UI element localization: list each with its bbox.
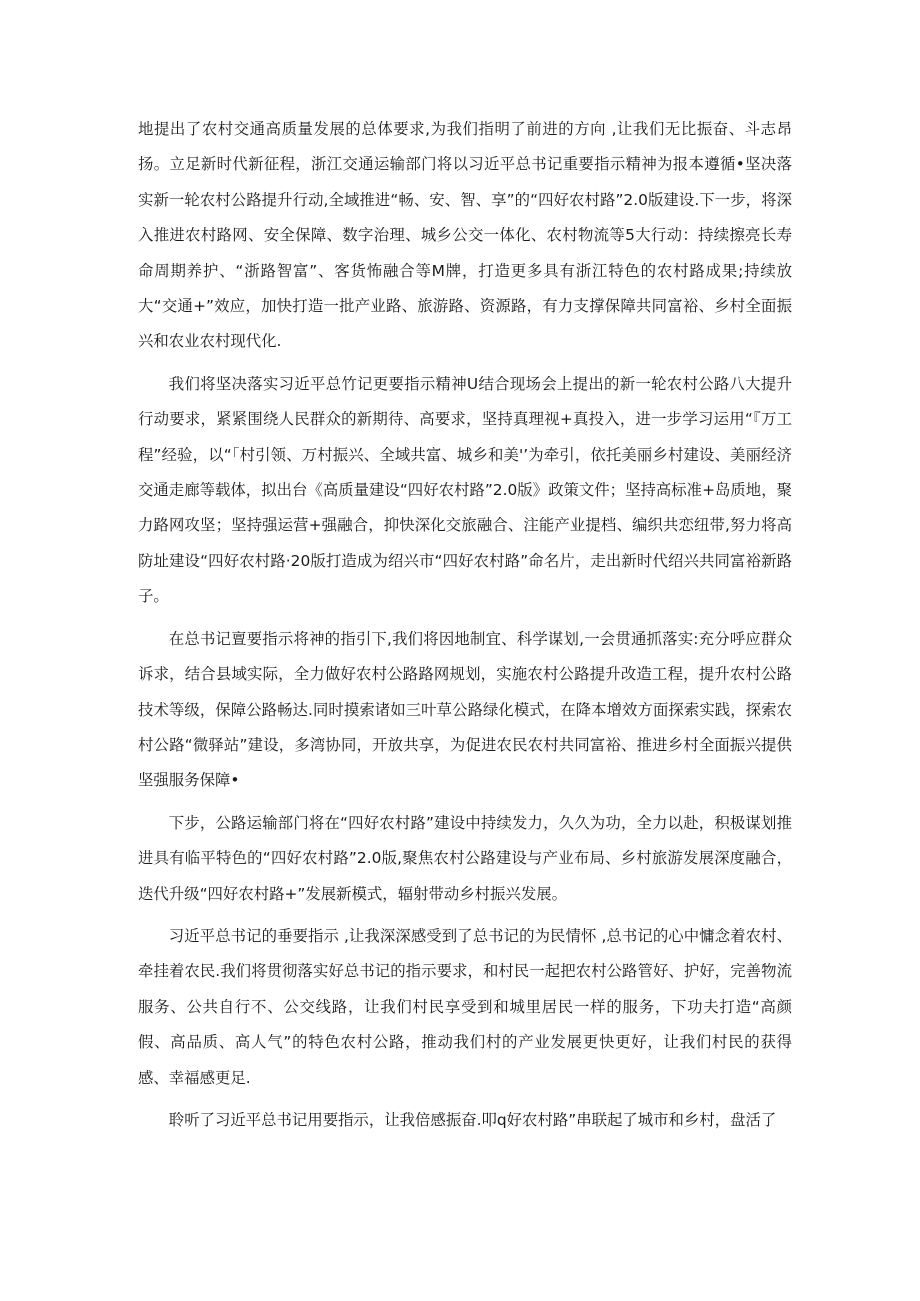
- paragraph-2: 我们将坚决落实习近平总竹记更要指示精神U结合现场会上提出的新一轮农村公路八大提升行动要求，紧紧围绕人民群众的新期待、高要求，坚持真理视+真投入，进一步学习运用“『万工程”经验，以“「村引领、万村振兴、全域共富、城乡和美'’为牵引，依托美丽乡村建设、美丽经济交通走廊等载体，拟出台《高质量建设“四好农村路”2.0版》政策文件；坚持高标准+岛质地，聚力路网攻坚；坚持强运营+强融合，抑快深化交旅融合、注能产业提档、编织共恋纽带,努力将高防址建设“四好农村路·20版打造成为绍兴市“四好农村路”命名片，走出新时代绍兴共同富裕新路子。: [138, 374, 792, 606]
- paragraph-4: 下步，公路运输部门将在“四好农村路”建设中持续发力，久久为功，全力以赴，积极谋划推进具有临平特色的“四好农村路”2.0版,聚焦农村公路建设与产业布局、乡村旅游发展深度融合，迭代升级“四好农村路+”发展新模式，辐射带动乡村振兴发展。: [138, 813, 792, 903]
- paragraph-1: 地提出了农村交通高质量发展的总体要求,为我们指明了前进的方向 ,让我们无比振奋、斗志昂扬。立足新时代新征程，浙江交通运输部门将以习近平总书记重要指示精神为报本遵循•坚决落实新一轮农村公路提升行动,全域推进“畅、安、智、享”的“四好农村路”2.0版建设.下一步，将深入推进农村路网、安全保障、数字治理、城乡公交一体化、农村物流等5大行动：持续擦亮长寿命周期养护、“浙路智富”、客货怖融合等M牌，打造更多具有浙江特色的农村路成果;持续放大“交通+”效应，加快打造一批产业路、旅游路、资源路，有力支撑保障共同富裕、乡村全面振兴和农业农村现代化.: [138, 120, 792, 351]
- paragraph-3: 在总书记亶要指示将神的指引下,我们将因地制宜、科学谋划,一会贯通抓落实:充分呼应群众诉求，结合县域实际，全力做好农村公路路网规划，实施农村公路提升改造工程，提升农村公路技术等级，保障公路畅达.同时摸索诸如三叶草公路绿化模式，在降本增效方面探索实践，探索农村公路“微驿站”建设，多湾协同，开放共享，为促进农民农村共同富裕、推进乡村全面振兴提供坚强服务保障•: [138, 629, 792, 790]
- paragraph-6: 聆听了习近平总书记用要指示，让我倍感振奋.叩q好农村路”串联起了城市和乡村，盘活了: [168, 1110, 777, 1129]
- paragraph-5: 习近平总书记的垂要指示 ,让我深深感受到了总书记的为民情怀 ,总书记的心中慵念着农村、牵挂着农民.我们将贯彻落实好总书记的指示要求，和村民一起把农村公路管好、护好，完善物流服务、公共自行不、公交线路，让我们村民享受到和城里居民一样的服务，下功夫打造“高颜假、高品质、高人气”的特色农村公路，推动我们村的产业发展更快更好，让我们村民的获得感、幸福感更足.: [138, 926, 792, 1087]
- document-body: [138, 112, 792, 1145]
